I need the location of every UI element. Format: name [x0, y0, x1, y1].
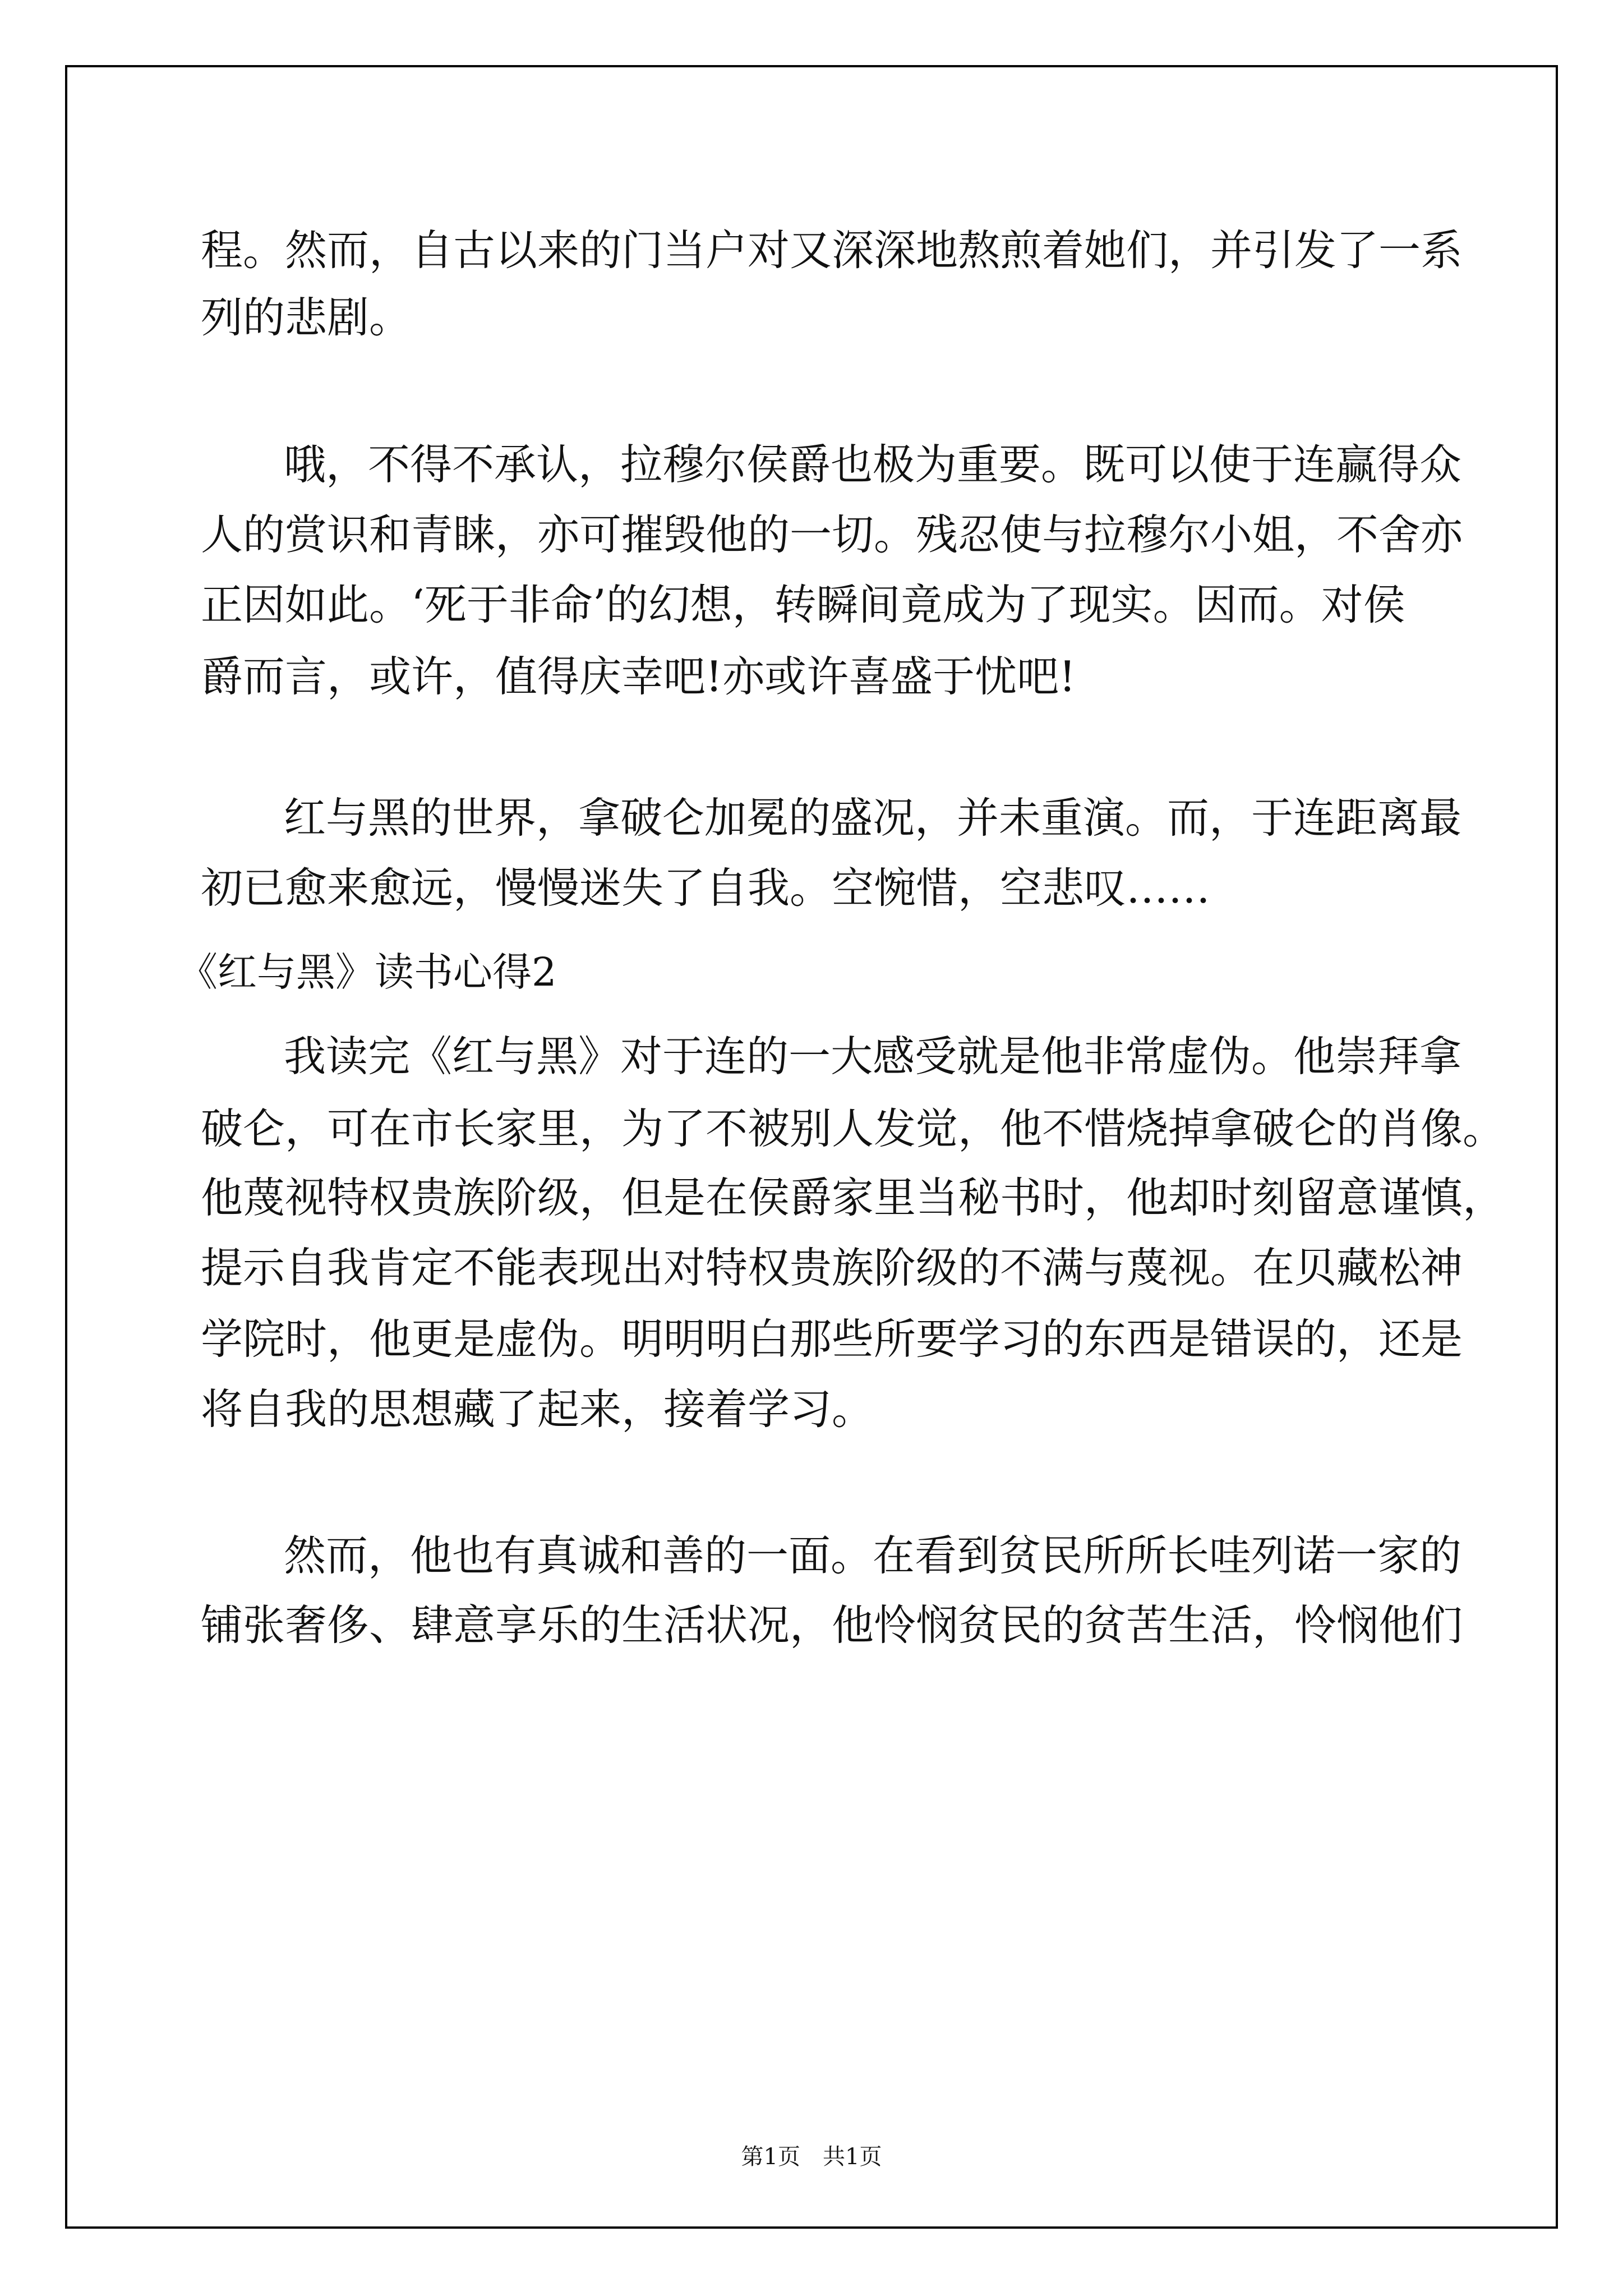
text-line: 正因如此。‘死于非命’的幻想，转瞬间竟成为了现实。因而。对侯	[201, 580, 1405, 629]
text-line: 铺张奢侈、肆意享乐的生活状况，他怜悯贫民的贫苦生活，怜悯他们	[201, 1600, 1463, 1650]
text-line: 提示自我肯定不能表现出对特权贵族阶级的不满与蔑视。在贝藏松神	[201, 1243, 1463, 1292]
text-line: 破仑，可在市长家里，为了不被别人发觉，他不惜烧掉拿破仑的肖像。	[201, 1104, 1505, 1153]
text-line: 初已愈来愈远，慢慢迷失了自我。空惋惜，空悲叹……	[201, 863, 1211, 913]
text-line: 人的赏识和青睐，亦可摧毁他的一切。残忍使与拉穆尔小姐，不舍亦	[201, 510, 1463, 559]
text-line: 我读完《红与黑》对于连的一大感受就是他非常虚伪。他崇拜拿	[284, 1032, 1462, 1081]
text-line: 红与黑的世界，拿破仑加冕的盛况，并未重演。而，于连距离最	[284, 793, 1462, 843]
page-number: 第1页 共1页	[741, 2144, 882, 2170]
text-line: 他蔑视特权贵族阶级，但是在侯爵家里当秘书时，他却时刻留意谨慎，	[201, 1173, 1505, 1222]
text-line: 然而，他也有真诚和善的一面。在看到贫民所所长哇列诺一家的	[284, 1531, 1462, 1580]
text-line: 哦，不得不承认，拉穆尔侯爵也极为重要。既可以使于连赢得众	[284, 440, 1462, 489]
text-line: 爵而言，或许，值得庆幸吧!亦或许喜盛于忧吧!	[201, 652, 1076, 701]
text-line: 学院时，他更是虚伪。明明明白那些所要学习的东西是错误的，还是	[201, 1314, 1463, 1364]
section-heading: 《红与黑》读书心得2	[178, 949, 557, 995]
text-line: 列的悲剧。	[201, 293, 412, 342]
text-line: 将自我的思想藏了起来，接着学习。	[201, 1384, 874, 1434]
text-line: 程。然而，自古以来的门当户对又深深地熬煎着她们，并引发了一系	[201, 226, 1463, 275]
